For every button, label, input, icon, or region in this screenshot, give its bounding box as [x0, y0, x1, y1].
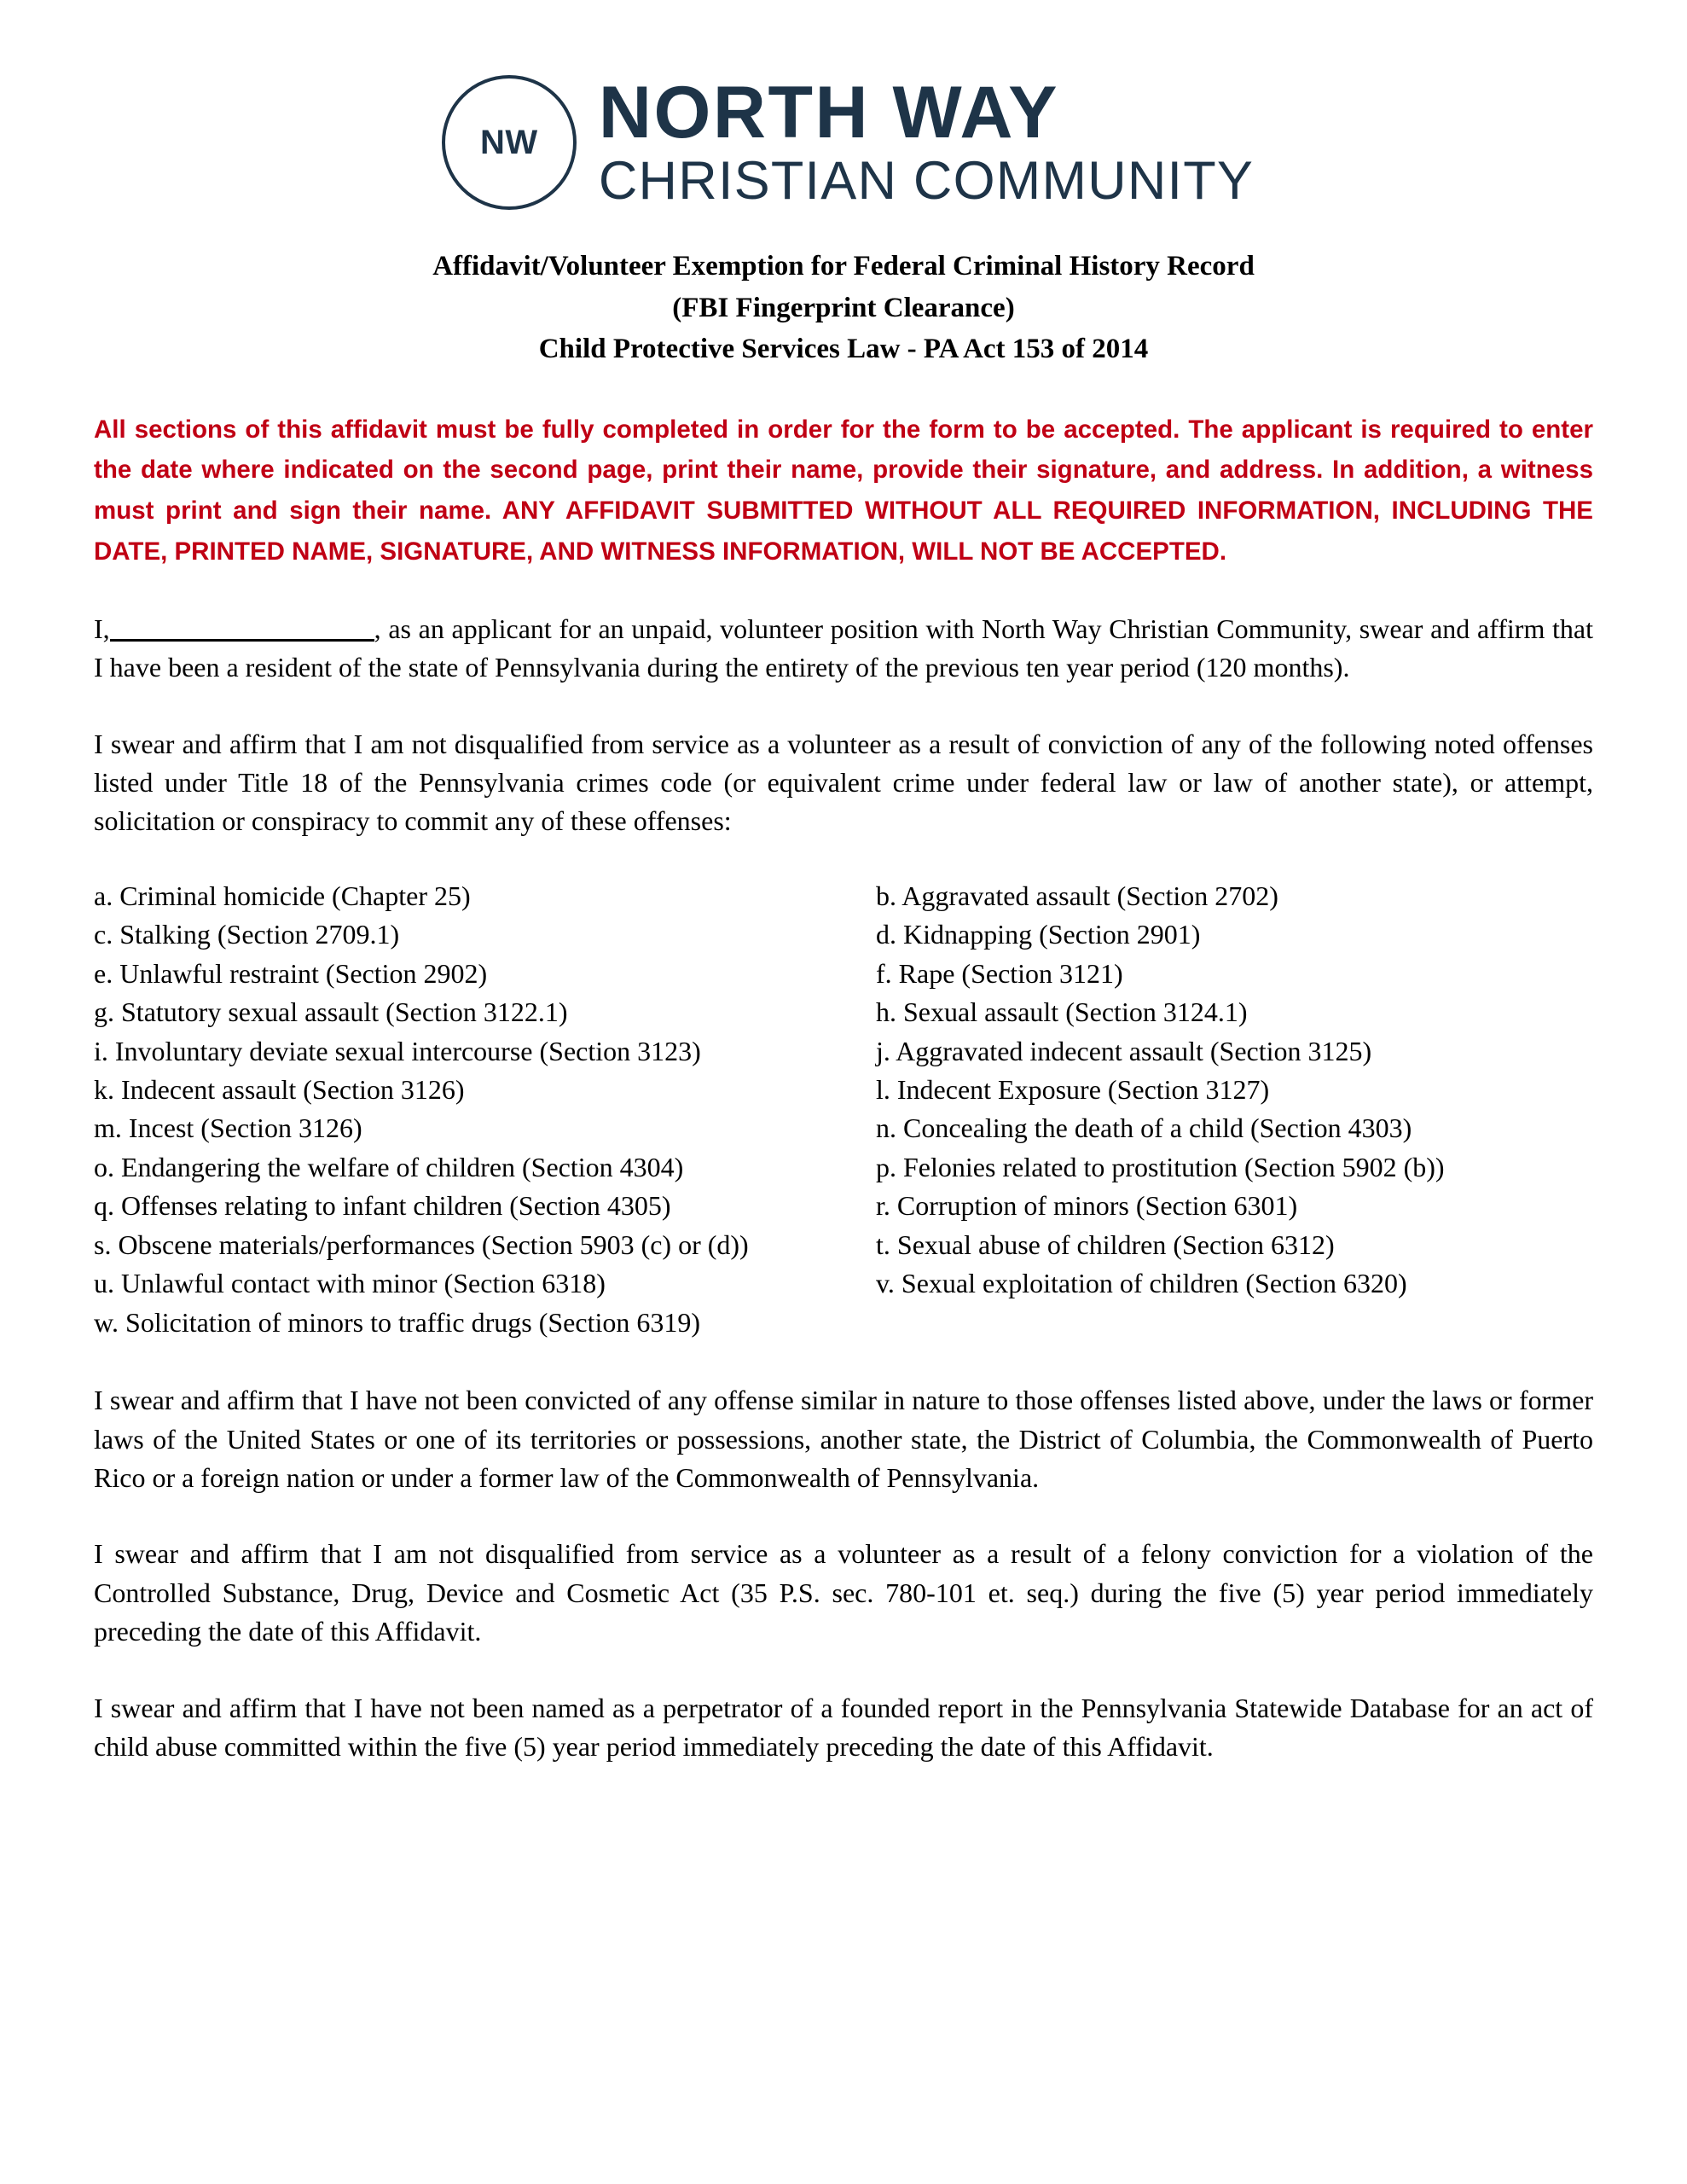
- organization-logo-header: [0, 0, 1687, 210]
- nw-monogram-badge-icon: [442, 75, 577, 210]
- document-title-line-2: (FBI Fingerprint Clearance): [672, 292, 1015, 323]
- document-title-line-1: Affidavit/Volunteer Exemption for Federal Criminal History Record: [432, 251, 1255, 282]
- disqualifying-offenses-list: [94, 877, 1593, 1342]
- offense-item: p. Felonies related to prostitution (Section 5902 (b)): [876, 1151, 1445, 1182]
- offense-item: e. Unlawful restraint (Section 2902): [94, 957, 488, 989]
- offense-item: l. Indecent Exposure (Section 3127): [876, 1074, 1270, 1105]
- applicant-declaration-prefix: I,: [94, 613, 110, 644]
- offense-item: f. Rape (Section 3121): [876, 957, 1123, 989]
- offense-item: r. Corruption of minors (Section 6301): [876, 1190, 1298, 1222]
- statewide-database-paragraph: I swear and affirm that I have not been named as a perpetrator of a founded report in the Pennsylvania Statewide Database for an act of child abuse committed within the five (5) year period immediately preceding the date of this Affidavit.: [94, 1692, 1593, 1763]
- organization-name-line-1: NORTH WAY: [598, 72, 1059, 154]
- offense-item: m. Incest (Section 3126): [94, 1112, 362, 1144]
- applicant-residency-declaration: [94, 610, 1593, 688]
- offense-item: g. Statutory sexual assault (Section 3122.1): [94, 996, 568, 1028]
- organization-name: [598, 72, 1255, 212]
- controlled-substance-paragraph: I swear and affirm that I am not disqualified from service as a volunteer as a result of a felony conviction for a violation of the Controlled Substance, Drug, Device and Cosmetic Act (35 P.S. sec. 780-101 et. seq.) during the five (5) year period immediately preceding the date of this Affidavit.: [94, 1538, 1593, 1647]
- offense-item: c. Stalking (Section 2709.1): [94, 919, 400, 950]
- offenses-left-column: [94, 877, 844, 1342]
- closing-paragraphs: [94, 1381, 1593, 1767]
- document-body: [94, 610, 1593, 1767]
- similar-offenses-paragraph: I swear and affirm that I have not been convicted of any offense similar in nature to those offenses listed above, under the laws or former laws of the United States or one of its territories or possessions, another state, the District of Columbia, the Commonwealth of Puerto Rico or a foreign nation or under a former law of the Commonwealth of Pennsylvania.: [94, 1385, 1593, 1493]
- offense-item: a. Criminal homicide (Chapter 25): [94, 880, 471, 911]
- offense-item: o. Endangering the welfare of children (Section 4304): [94, 1151, 684, 1182]
- offense-item: d. Kidnapping (Section 2901): [876, 919, 1201, 950]
- applicant-name-blank-field[interactable]: [110, 639, 374, 642]
- offense-item: h. Sexual assault (Section 3124.1): [876, 996, 1248, 1028]
- offense-item: n. Concealing the death of a child (Section 4303): [876, 1112, 1412, 1144]
- offense-item: k. Indecent assault (Section 3126): [94, 1074, 465, 1105]
- organization-name-line-2: CHRISTIAN COMMUNITY: [598, 151, 1255, 212]
- offense-item: t. Sexual abuse of children (Section 6312): [876, 1228, 1335, 1260]
- nw-monogram-text: NW: [480, 123, 538, 161]
- offense-item: v. Sexual exploitation of children (Section 6320): [876, 1268, 1407, 1299]
- offense-item: b. Aggravated assault (Section 2702): [876, 880, 1278, 911]
- offenses-right-column: [844, 877, 1593, 1342]
- offense-item: s. Obscene materials/performances (Section 5903 (c) or (d)): [94, 1228, 749, 1260]
- offense-item: w. Solicitation of minors to traffic drugs (Section 6319): [94, 1306, 700, 1338]
- applicant-declaration-rest: , as an applicant for an unpaid, volunteer position with North Way Christian Community, swear and affirm that I have been a resident of the state of Pennsylvania during the entirety of the previous ten year period (120 months).: [94, 613, 1593, 683]
- offense-item: j. Aggravated indecent assault (Section 3125): [876, 1035, 1372, 1066]
- required-information-notice: All sections of this affidavit must be fully completed in order for the form to be accepted. The applicant is required to enter the date where indicated on the second page, print their name, provide their signature, and address. In addition, a witness must print and sign their name. ANY AFFIDAVIT SUBMITTED WITHOUT ALL REQUIRED INFORMATION, INCLUDING THE DATE, PRINTED NAME, SIGNATURE, AND WITNESS INFORMATION, WILL NOT BE ACCEPTED.: [94, 415, 1593, 566]
- offense-item: i. Involuntary deviate sexual intercourse (Section 3123): [94, 1035, 701, 1066]
- document-title: [0, 246, 1687, 370]
- offense-item: u. Unlawful contact with minor (Section 6318): [94, 1268, 606, 1299]
- offense-item: q. Offenses relating to infant children (Section 4305): [94, 1190, 671, 1222]
- offenses-intro-paragraph: I swear and affirm that I am not disqualified from service as a volunteer as a result of conviction of any of the following noted offenses listed under Title 18 of the Pennsylvania crimes code (or equivalent crime under federal law or law of another state), or attempt, solicitation or conspiracy to commit any of these offenses:: [94, 728, 1593, 837]
- document-title-line-3: Child Protective Services Law - PA Act 153 of 2014: [538, 334, 1149, 364]
